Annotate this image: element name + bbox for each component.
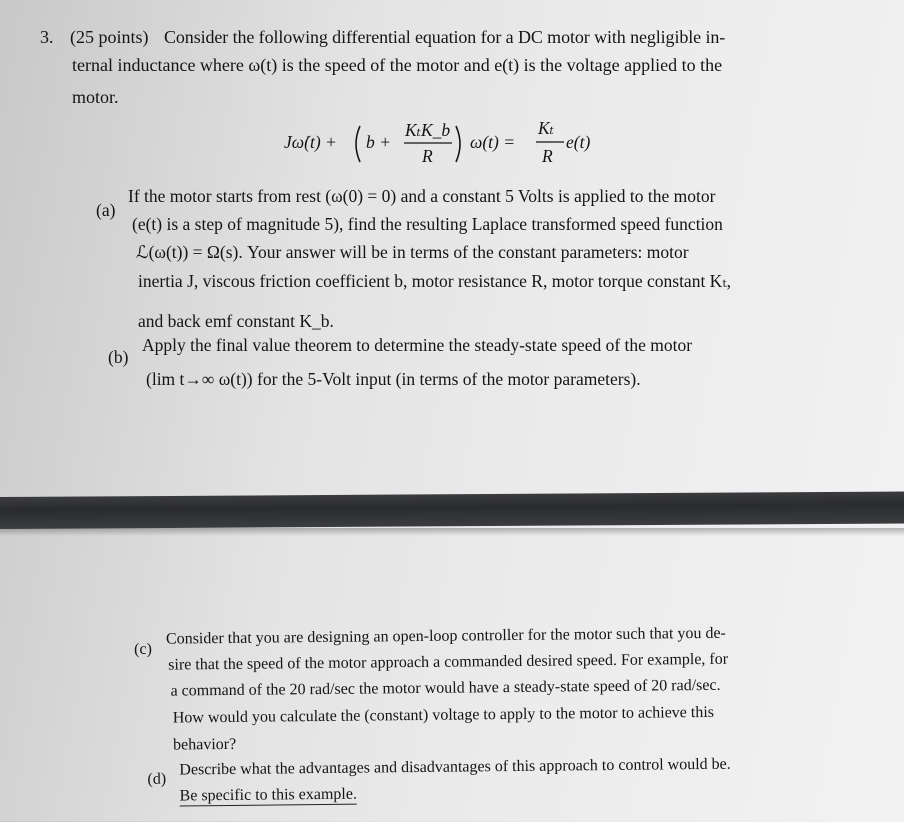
eq-frac1-num: KₜK_b [405,120,451,140]
part-c-label: (c) [134,640,152,658]
part-d-label: (d) [147,770,167,788]
part-c-line2: sire that the speed of the motor approach a commanded desired speed. For example, for [168,650,729,674]
part-c-line4: How would you calculate the (constant) voltage to apply to the motor to achieve this [172,703,715,727]
question-points: (25 points) [70,27,149,47]
part-a-line5: and back emf constant K_b. [138,311,334,331]
part-a-line4: inertia J, viscous friction coefficient b, motor resistance R, motor torque constant Kₜ, [138,271,732,291]
part-b-line2: (lim t→∞ ω(t)) for the 5-Volt input (in terms of the motor parameters). [146,369,641,389]
part-c-line1: Consider that you are designing an open-loop controller for the motor such that you de- [165,624,726,648]
part-b-label: (b) [108,347,129,367]
part-d-line2-text: Be specific to this example. [179,785,357,805]
eq-frac2-num: Kₜ [538,118,554,138]
question-intro-line2: ternal inductance where ω(t) is the speed of the motor and e(t) is the voltage applied to the [72,55,723,75]
eq-paren-b: b + [366,132,391,152]
part-a-label: (a) [96,200,116,220]
eq-frac1-den: R [422,146,433,166]
eq-lhs-term1: Jω̇(t) + [284,132,337,152]
part-a-line2: (e(t) is a step of magnitude 5), find the resulting Laplace transformed speed function [132,214,723,234]
question-number: 3. [40,27,54,47]
part-b-line1: Apply the final value theorem to determine the steady-state speed of the motor [142,335,693,355]
eq-frac2-den: R [542,146,553,166]
part-a-line3: ℒ(ω(t)) = Ω(s). Your answer will be in terms of the constant parameters: motor [136,242,689,262]
eq-omega: ω(t) = [470,132,516,152]
part-c-line3: a command of the 20 rad/sec the motor would have a steady-state speed of 20 rad/sec. [170,676,721,700]
eq-rhs-e: e(t) [566,132,591,152]
question-intro-line3: motor. [72,87,119,107]
part-a-line1: If the motor starts from rest (ω(0) = 0) and a constant 5 Volts is applied to the motor [128,186,716,206]
intro-line1-text: Consider the following differential equation for a DC motor with negligible in- [164,27,726,47]
part-c-line5: behavior? [173,735,237,754]
part-d-line1: Describe what the advantages and disadvantages of this approach to control would be. [179,755,731,779]
part-d-line2 [180,787,357,805]
